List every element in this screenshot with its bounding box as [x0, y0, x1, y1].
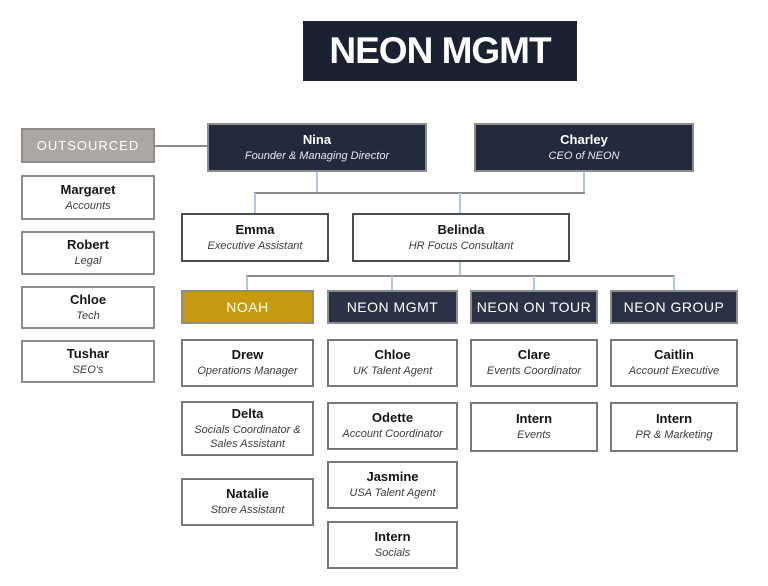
member-role: PR & Marketing	[635, 429, 713, 442]
member-role: Store Assistant	[210, 504, 285, 517]
member-role: Founder & Managing Director	[244, 149, 390, 162]
member-role: Socials	[374, 547, 411, 560]
member-box-intern-pr	[610, 402, 738, 452]
page-title: NEON MGMT	[303, 21, 577, 81]
member-box-delta	[181, 401, 314, 456]
member-name: Drew	[231, 347, 264, 363]
member-name: Margaret	[60, 181, 116, 197]
connector-belinda-drop	[459, 262, 461, 276]
member-name: Caitlin	[654, 347, 694, 363]
member-name: Emma	[235, 221, 275, 237]
member-name: Belinda	[437, 221, 485, 237]
member-box-caitlin	[610, 339, 738, 387]
member-role: UK Talent Agent	[352, 365, 433, 378]
member-role: HR Focus Consultant	[408, 239, 514, 252]
connector-neon-mgmt-stub	[391, 276, 393, 290]
dept-header-neon-on-tour: NEON ON TOUR	[470, 290, 598, 324]
member-box-intern-events	[470, 402, 598, 452]
connector-belinda-stub	[459, 193, 461, 213]
connector-neon-group-stub	[673, 276, 675, 290]
connector-charley-drop	[583, 172, 585, 193]
member-box-odette	[327, 402, 458, 450]
member-box-drew	[181, 339, 314, 387]
member-role: Accounts	[65, 199, 111, 212]
member-box-jasmine	[327, 461, 458, 509]
member-box-chloe-tech	[21, 286, 155, 329]
member-box-chloe-uk	[327, 339, 458, 387]
member-name: Chloe	[374, 347, 411, 363]
member-role: Tech	[76, 309, 100, 322]
member-name: Odette	[371, 410, 414, 426]
member-role: Account Executive	[628, 365, 720, 378]
member-name: Natalie	[226, 486, 269, 502]
member-role: CEO of NEON	[548, 149, 620, 162]
member-role: Events Coordinator	[486, 365, 582, 378]
dept-header-neon-group: NEON GROUP	[610, 290, 738, 324]
member-name: Charley	[560, 131, 608, 147]
member-role: Executive Assistant	[207, 239, 303, 252]
connector-noah-stub	[246, 276, 248, 290]
member-role: Account Coordinator	[342, 428, 443, 441]
member-role: Socials Coordinator & Sales Assistant	[194, 423, 301, 451]
dept-header-neon-mgmt: NEON MGMT	[327, 290, 458, 324]
connector-row2-horizontal	[254, 192, 585, 194]
member-role: SEO's	[72, 363, 104, 376]
member-role: USA Talent Agent	[349, 487, 436, 500]
member-name: Intern	[374, 529, 411, 545]
connector-nina-drop	[316, 172, 318, 193]
member-name: Jasmine	[366, 469, 419, 485]
member-box-clare	[470, 339, 598, 387]
member-name: Clare	[517, 347, 551, 363]
outsourced-header: OUTSOURCED	[21, 128, 155, 163]
member-box-belinda	[352, 213, 570, 262]
member-name: Chloe	[69, 291, 107, 307]
connector-outsourced-nina	[155, 145, 207, 147]
member-role: Legal	[74, 255, 102, 268]
member-box-tushar	[21, 340, 155, 383]
member-role: Operations Manager	[197, 365, 298, 378]
connector-emma-stub	[254, 193, 256, 213]
member-name: Tushar	[66, 345, 110, 361]
member-box-margaret	[21, 175, 155, 220]
member-box-natalie	[181, 478, 314, 526]
connector-departments-horizontal	[246, 275, 675, 277]
connector-neon-on-tour-stub	[533, 276, 535, 290]
member-box-charley	[474, 123, 694, 172]
dept-header-noah: NOAH	[181, 290, 314, 324]
member-role: Events	[517, 429, 551, 442]
member-name: Intern	[655, 411, 693, 427]
member-box-robert	[21, 231, 155, 275]
member-name: Intern	[515, 411, 553, 427]
member-box-nina	[207, 123, 427, 172]
member-name: Delta	[231, 405, 264, 421]
member-name: Nina	[302, 131, 332, 147]
member-box-emma	[181, 213, 329, 262]
member-name: Robert	[67, 237, 109, 253]
member-box-intern-socials	[327, 521, 458, 569]
